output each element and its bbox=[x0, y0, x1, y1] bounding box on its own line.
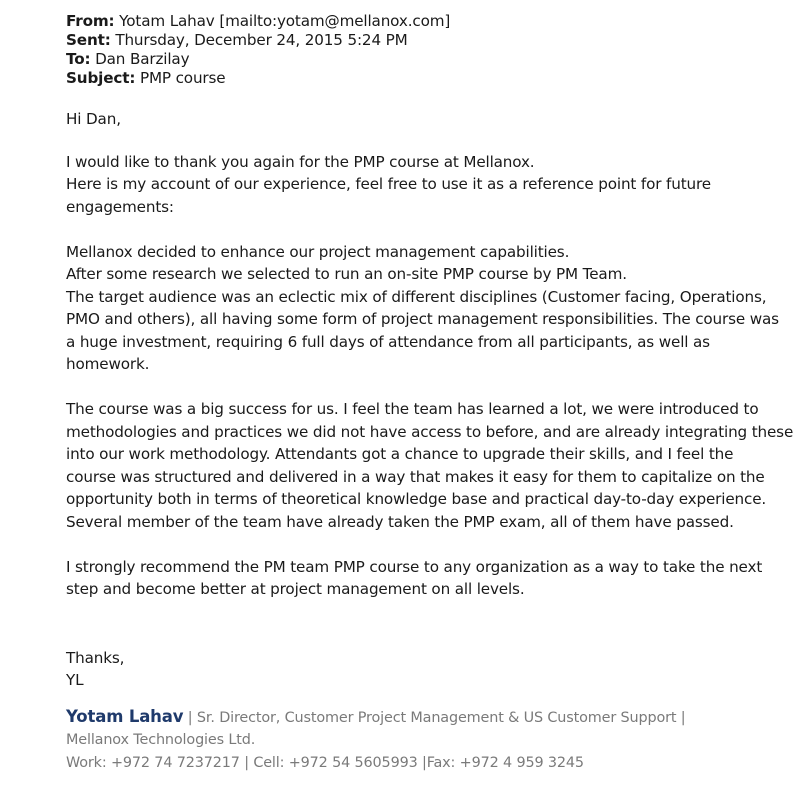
body-line: The course was a big success for us. I feel the team has learned a lot, we were introduced to bbox=[66, 400, 759, 418]
initials-text: YL bbox=[66, 671, 84, 689]
signature-contact: Work: +972 74 7237217 | Cell: +972 54 5605993 |Fax: +972 4 959 3245 bbox=[66, 754, 584, 771]
body-line: Here is my account of our experience, feel free to use it as a reference point for future bbox=[66, 175, 711, 193]
body-line: methodologies and practices we did not have access to before, and are already integrating these bbox=[66, 422, 794, 441]
sent-label: Sent: bbox=[66, 31, 111, 49]
to-label: To: bbox=[66, 50, 91, 68]
from-label: From: bbox=[66, 12, 115, 30]
body-line: PMO and others), all having some form of project management responsibilities. The course was bbox=[66, 310, 779, 328]
sent-line bbox=[66, 31, 786, 50]
to-line bbox=[66, 50, 786, 69]
body-line: a huge investment, requiring 6 full days of attendance from all participants, as well as bbox=[66, 332, 710, 351]
body-line: I would like to thank you again for the PMP course at Mellanox. bbox=[66, 152, 535, 171]
subject-line bbox=[66, 69, 786, 88]
email-message bbox=[66, 12, 794, 774]
paragraph-recommendation bbox=[66, 556, 786, 601]
from-line bbox=[66, 12, 786, 31]
thanks-text: Thanks, bbox=[66, 648, 125, 667]
body-line: step and become better at project management on all levels. bbox=[66, 580, 525, 598]
sent-value: Thursday, December 24, 2015 5:24 PM bbox=[115, 31, 408, 49]
body-line: engagements: bbox=[66, 197, 174, 216]
email-signature bbox=[66, 706, 786, 775]
body-line: Several member of the team have already taken the PMP exam, all of them have passed. bbox=[66, 512, 734, 531]
to-value: Dan Barzilay bbox=[95, 50, 190, 68]
greeting: Hi Dan, bbox=[66, 110, 121, 128]
email-header bbox=[66, 12, 786, 88]
body-line: Mellanox decided to enhance our project management capabilities. bbox=[66, 242, 570, 261]
body-line: After some research we selected to run an on-site PMP course by PM Team. bbox=[66, 265, 627, 283]
body-line: The target audience was an eclectic mix of different disciplines (Customer facing, Operations, bbox=[66, 287, 767, 306]
body-line: I strongly recommend the PM team PMP course to any organization as a way to take the next bbox=[66, 557, 763, 576]
signature-title: | Sr. Director, Customer Project Management & US Customer Support | bbox=[183, 709, 686, 726]
body-line: into our work methodology. Attendants got a chance to upgrade their skills, and I feel the bbox=[66, 445, 734, 463]
body-line: opportunity both in terms of theoretical knowledge base and practical day-to-day experience. bbox=[66, 490, 767, 508]
signature-name: Yotam Lahav bbox=[66, 706, 184, 726]
email-body bbox=[66, 108, 794, 692]
subject-label: Subject: bbox=[66, 69, 136, 87]
paragraph-results bbox=[66, 398, 794, 533]
signature-company: Mellanox Technologies Ltd. bbox=[66, 732, 256, 748]
paragraph-background bbox=[66, 241, 786, 376]
body-line: homework. bbox=[66, 355, 150, 373]
signoff bbox=[66, 647, 786, 692]
from-value[interactable]: Yotam Lahav [mailto:yotam@mellanox.com] bbox=[119, 12, 451, 30]
body-line: course was structured and delivered in a way that makes it easy for them to capitalize on the bbox=[66, 467, 765, 486]
paragraph-thanks bbox=[66, 151, 786, 219]
signature-name-line bbox=[66, 706, 786, 730]
subject-value: PMP course bbox=[139, 69, 226, 87]
